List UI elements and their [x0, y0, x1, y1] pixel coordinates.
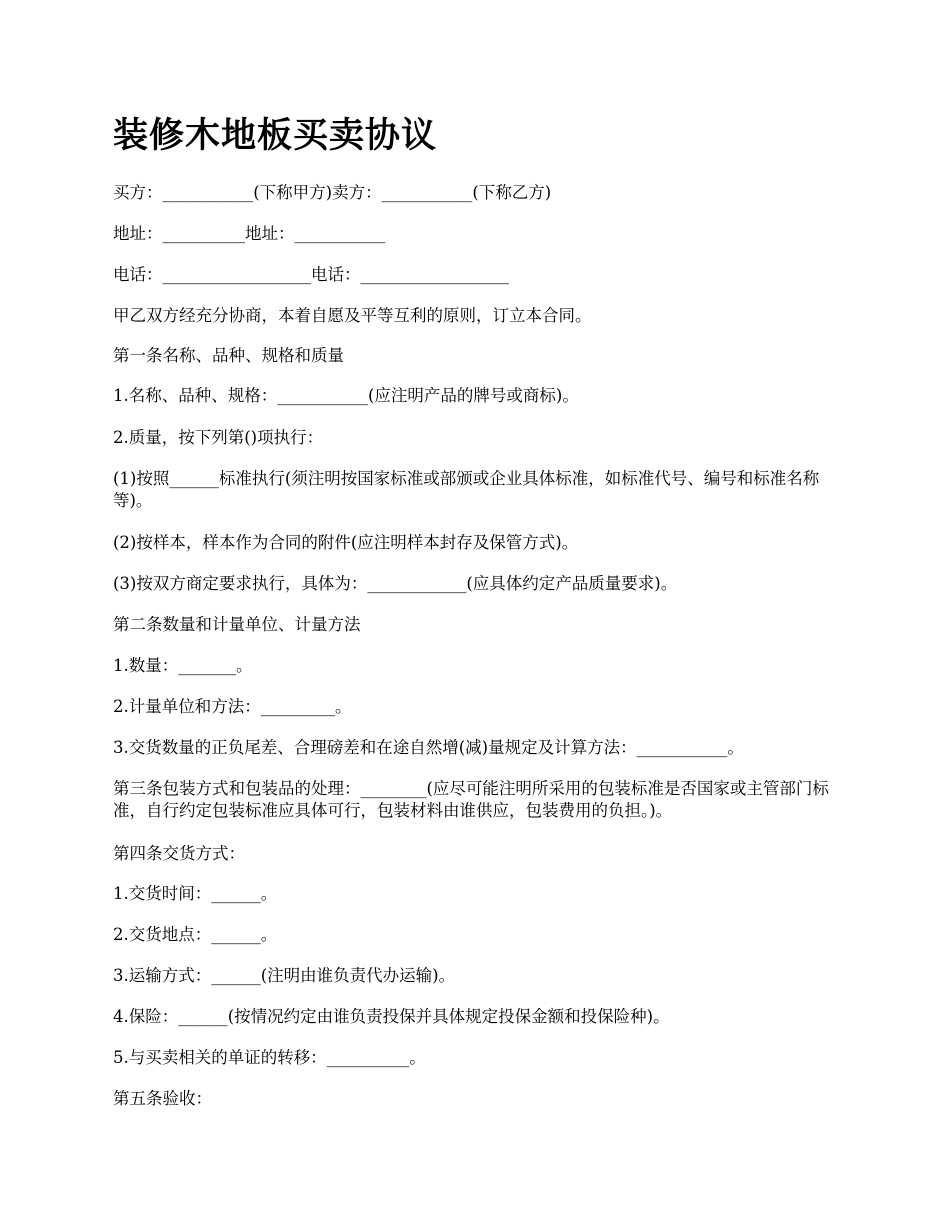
clause-2-3: 3.交货数量的正负尾差、合理磅差和在途自然增(减)量规定及计算方法：___________。 [113, 738, 744, 757]
clause-4-1: 1.交货时间：______。 [113, 884, 278, 903]
article-3-paragraph: 第三条包装方式和包装品的处理：________(应尽可能注明所采用的包装标准是否国家或主管部门标准，自行约定包装标准应具体可行，包装材料由谁供应，包装费用的负担。)。 [113, 779, 829, 820]
phone-line: 电话：__________________电话：__________________ [113, 265, 509, 284]
clause-2-1: 1.数量：_______。 [113, 656, 253, 675]
clause-4-2: 2.交货地点：______。 [113, 925, 278, 944]
clause-1-2-1: (1)按照______标准执行(须注明按国家标准或部颁或企业具体标准，如标准代号、编号和标准名称等)。 [113, 469, 820, 510]
clause-4-3: 3.运输方式：______(注明由谁负责代办运输)。 [113, 966, 456, 985]
clause-4-4: 4.保险：______(按情况约定由谁负责投保并具体规定投保金额和投保险种)。 [113, 1007, 670, 1026]
address-line: 地址：__________地址：___________ [113, 224, 386, 243]
clause-2-2: 2.计量单位和方法：_________。 [113, 697, 352, 716]
clause-1-2-3: (3)按双方商定要求执行，具体为：____________(应具体约定产品质量要求)。 [113, 574, 678, 593]
preamble-paragraph: 甲乙双方经充分协商，本着自愿及平等互利的原则，订立本合同。 [113, 306, 592, 325]
buyer-seller-line: 买方：___________(下称甲方)卖方：___________(下称乙方) [113, 183, 552, 202]
article-4-heading: 第四条交货方式： [113, 844, 245, 863]
clause-4-5: 5.与买卖相关的单证的转移：__________。 [113, 1048, 426, 1067]
document-title: 装修木地板买卖协议 [113, 116, 438, 156]
clause-1-2-2: (2)按样本，样本作为合同的附件(应注明样本封存及保管方式)。 [113, 533, 579, 552]
clause-1-1: 1.名称、品种、规格：___________(应注明产品的牌号或商标)。 [113, 386, 579, 405]
article-5-heading: 第五条验收： [113, 1089, 212, 1108]
article-1-heading: 第一条名称、品种、规格和质量 [113, 346, 344, 365]
clause-1-2: 2.质量，按下列第()项执行： [113, 428, 324, 447]
article-2-heading: 第二条数量和计量单位、计量方法 [113, 615, 361, 634]
